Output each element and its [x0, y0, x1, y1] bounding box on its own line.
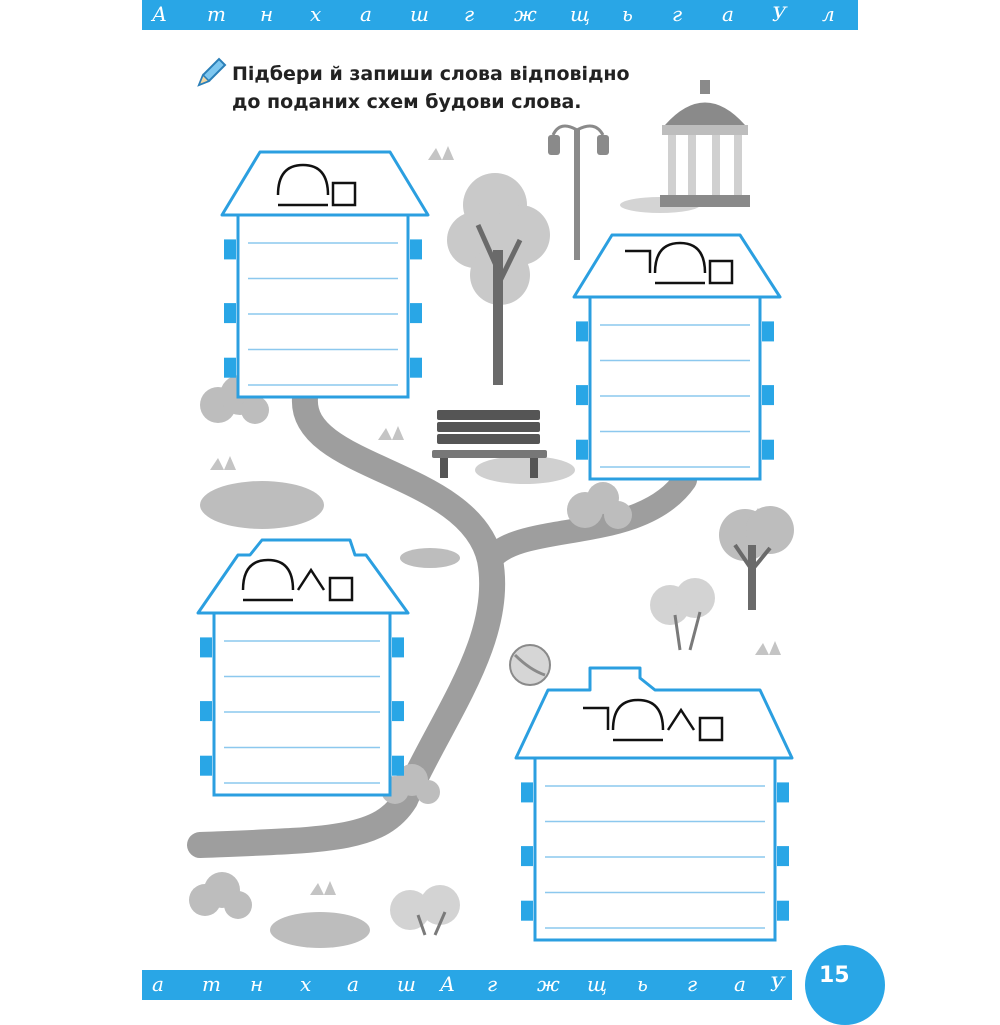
header-letter: а	[360, 2, 372, 26]
header-letter: г	[464, 2, 475, 26]
house-window	[576, 385, 588, 405]
house-window	[762, 385, 774, 405]
header-letter: ш	[410, 2, 429, 26]
house-window	[200, 637, 212, 657]
house-roof	[198, 540, 408, 613]
house-window	[224, 303, 236, 323]
footer-letter: ь	[637, 972, 648, 996]
header-letter: щ	[570, 2, 591, 26]
house-roof	[516, 668, 792, 758]
house-4	[516, 668, 792, 940]
house-window	[576, 321, 588, 341]
header-letter: х	[310, 2, 322, 26]
house-window	[762, 440, 774, 460]
house-window	[392, 756, 404, 776]
house-window	[777, 846, 789, 866]
footer-letter: г	[487, 972, 498, 996]
instruction-line: до поданих схем будови слова.	[232, 91, 582, 113]
page-number-badge	[805, 945, 885, 1025]
house-window	[224, 358, 236, 378]
footer-letter: г	[687, 972, 698, 996]
house-2	[574, 235, 780, 479]
house-window	[200, 701, 212, 721]
ball-illustration	[510, 645, 550, 685]
tree-illustration	[719, 506, 794, 610]
house-window	[392, 637, 404, 657]
gazebo-illustration	[660, 80, 750, 207]
header-letter: ж	[514, 2, 537, 26]
header-letter: У	[772, 2, 787, 26]
house-window	[576, 440, 588, 460]
house-window	[410, 358, 422, 378]
header-letter: а	[722, 2, 734, 26]
lamp-illustration	[548, 126, 609, 260]
task-instruction	[232, 60, 672, 116]
header-letter: н	[260, 2, 274, 26]
house-window	[521, 901, 533, 921]
house-window	[224, 239, 236, 259]
house-window	[521, 782, 533, 802]
footer-letter: а	[347, 972, 359, 996]
footer-letter: ж	[537, 972, 560, 996]
house-window	[777, 901, 789, 921]
header-letter: ь	[622, 2, 633, 26]
footer-letter: щ	[587, 972, 608, 996]
house-1	[222, 152, 428, 397]
house-window	[777, 782, 789, 802]
header-letter: л	[822, 2, 835, 26]
header-letter: т	[207, 2, 226, 26]
tree-illustration	[447, 173, 550, 385]
house-window	[200, 756, 212, 776]
page-number: 15	[819, 963, 850, 988]
house-3	[198, 540, 408, 795]
footer-letter: ш	[397, 972, 416, 996]
pencil-icon	[195, 55, 229, 89]
house-window	[392, 701, 404, 721]
footer-letter-band	[142, 970, 792, 1000]
house-window	[410, 239, 422, 259]
house-window	[521, 846, 533, 866]
footer-letter: н	[250, 972, 264, 996]
header-letter: г	[672, 2, 683, 26]
header-letter: А	[152, 2, 168, 26]
house-window	[410, 303, 422, 323]
house-window	[762, 321, 774, 341]
footer-letter: а	[152, 972, 164, 996]
footer-letter: У	[770, 972, 785, 996]
instruction-line: Підбери й запиши слова відповідно	[232, 63, 630, 85]
footer-letter: А	[440, 972, 456, 996]
footer-letter: т	[202, 972, 221, 996]
footer-letter: х	[300, 972, 312, 996]
footer-letter: а	[734, 972, 746, 996]
